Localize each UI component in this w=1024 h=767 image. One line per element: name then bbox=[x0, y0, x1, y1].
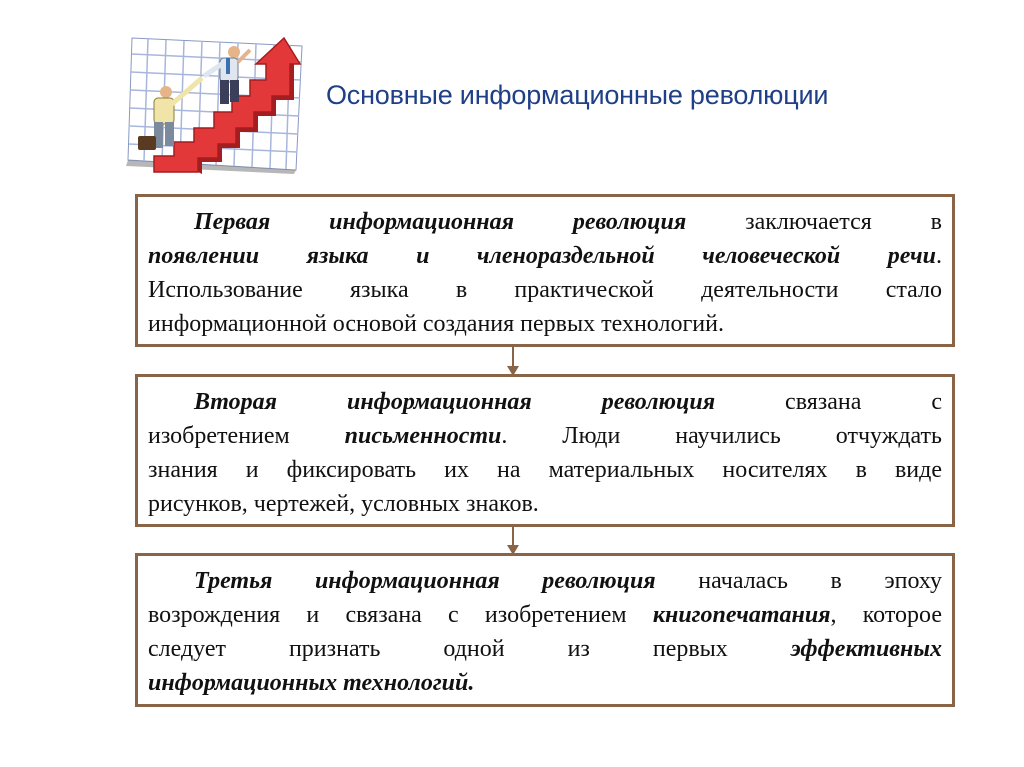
emphasized-text: Третья информационная революция bbox=[194, 568, 656, 594]
emphasized-text: Первая информационная революция bbox=[194, 209, 687, 235]
text: связана с bbox=[715, 389, 942, 415]
text-line bbox=[148, 385, 942, 419]
text: рисунков, чертежей, условных знаков. bbox=[148, 491, 539, 517]
text: . bbox=[936, 243, 942, 269]
text-line bbox=[148, 564, 942, 598]
text: заключается в bbox=[686, 209, 942, 235]
text: возрождения и связана с изобретением bbox=[148, 602, 653, 628]
text-line bbox=[148, 632, 942, 666]
text-line bbox=[148, 487, 942, 521]
second-revolution-box bbox=[135, 374, 955, 527]
text: , которое bbox=[830, 602, 942, 628]
down-arrow-icon bbox=[505, 346, 521, 376]
text: знания и фиксировать их на материальных носителях в виде bbox=[148, 457, 942, 483]
emphasized-text: появлении языка и членораздельной человеческой речи bbox=[148, 243, 936, 269]
emphasized-text: информационных технологий. bbox=[148, 670, 475, 696]
third-revolution-box bbox=[135, 553, 955, 707]
text-line bbox=[148, 307, 942, 341]
text-line bbox=[148, 239, 942, 273]
down-arrow-icon bbox=[505, 526, 521, 555]
text-line bbox=[148, 666, 942, 700]
text: информационной основой создания первых технологий. bbox=[148, 311, 724, 337]
emphasized-text: книгопечатания bbox=[652, 602, 831, 628]
emphasized-text: письменности bbox=[344, 423, 502, 449]
emphasized-text: эффективных bbox=[790, 636, 942, 662]
text-line bbox=[148, 419, 942, 453]
text: изобретением bbox=[148, 423, 345, 449]
text-line bbox=[148, 598, 942, 632]
text: началась в эпоху bbox=[655, 568, 942, 594]
text-line bbox=[148, 273, 942, 307]
text: Использование языка в практической деятельности стало bbox=[148, 277, 942, 303]
first-revolution-box bbox=[135, 194, 955, 347]
text-line bbox=[148, 205, 942, 239]
page-title: Основные информационные революции bbox=[326, 80, 829, 110]
emphasized-text: Вторая информационная революция bbox=[194, 389, 716, 415]
text: следует признать одной из первых bbox=[148, 636, 791, 662]
climbing-growth-illustration bbox=[124, 34, 310, 174]
text: . Люди научились отчуждать bbox=[501, 423, 942, 449]
text-line bbox=[148, 453, 942, 487]
